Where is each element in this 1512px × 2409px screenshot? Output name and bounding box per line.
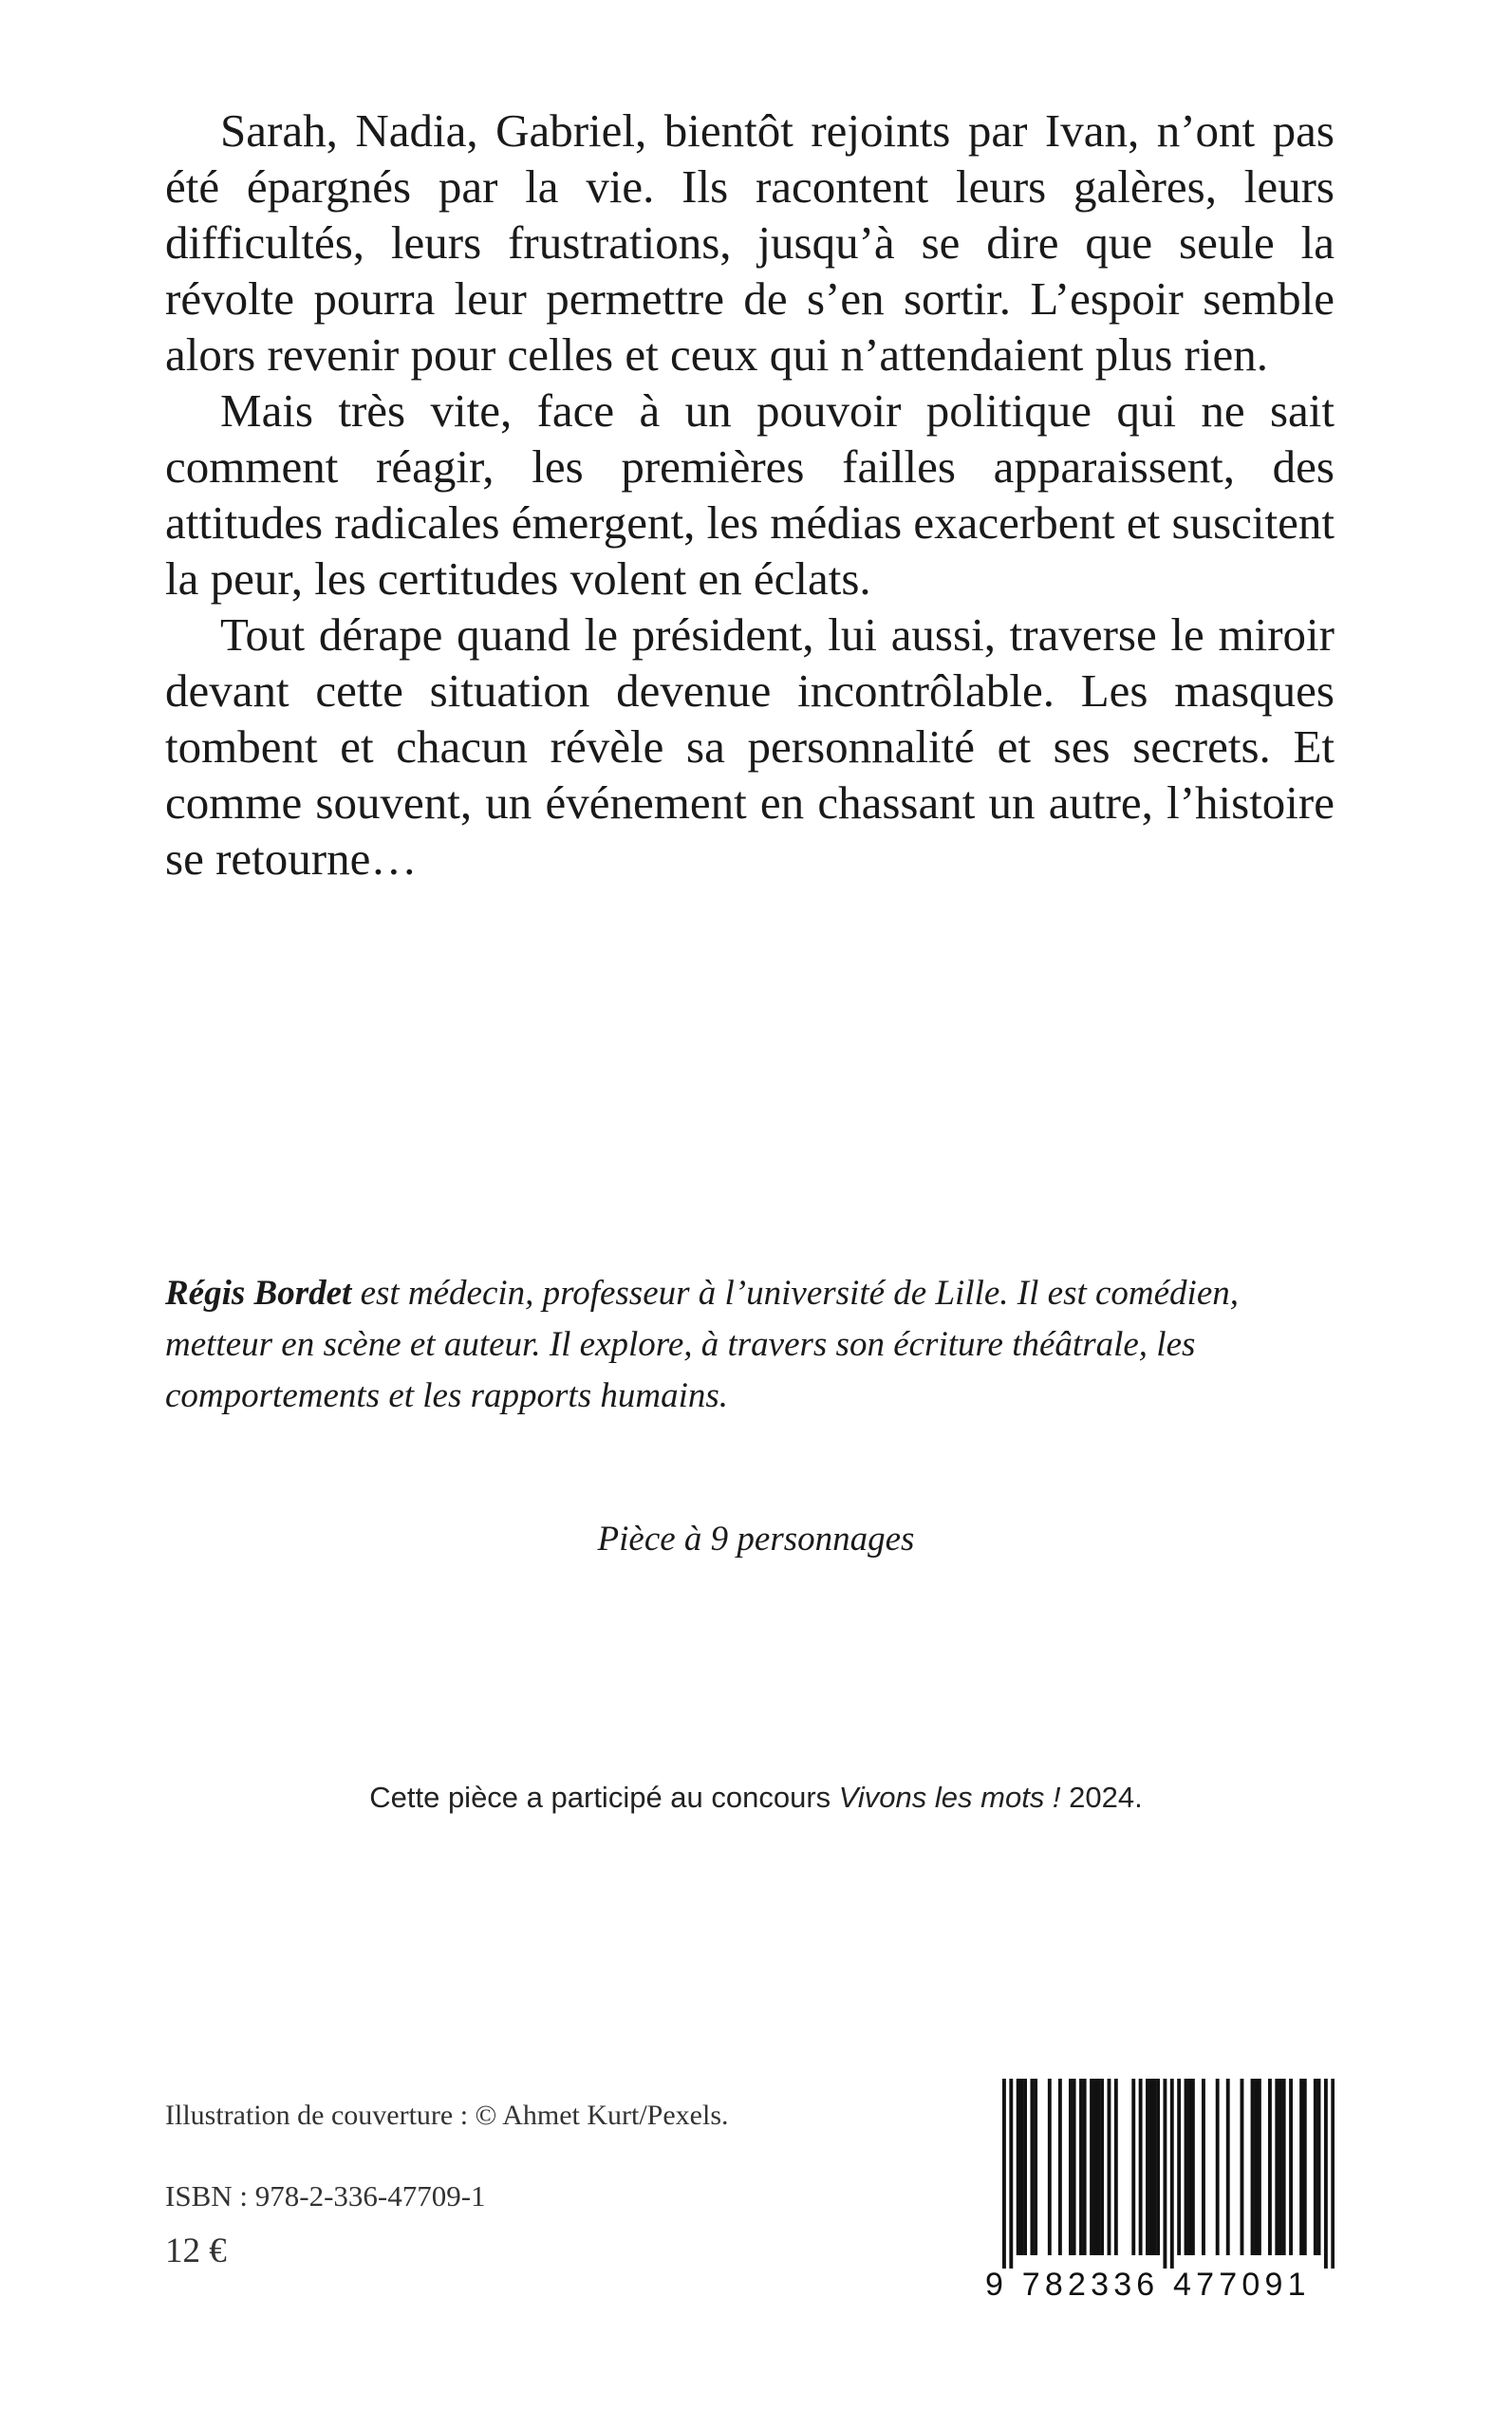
barcode-bar	[1093, 2079, 1097, 2255]
barcode-bar	[1275, 2079, 1279, 2255]
contest-name: Vivons les mots !	[838, 1781, 1061, 1814]
barcode	[1002, 2079, 1335, 2288]
barcode-bar	[1002, 2079, 1006, 2269]
barcode-bar	[1069, 2079, 1073, 2255]
author-bio-text: est médecin, professeur à l’université de Lille. Il est comédien, metteur en scène et auteur. Il explore, à travers son écriture théâtrale, les comportements et les rapports humains.	[165, 1274, 1240, 1415]
barcode-bar	[1251, 2079, 1255, 2255]
barcode-bar	[1170, 2079, 1174, 2269]
barcode-bar	[1331, 2079, 1335, 2269]
barcode-bars	[1002, 2079, 1335, 2269]
barcode-bar	[1268, 2079, 1272, 2255]
barcode-bar	[1073, 2079, 1076, 2255]
barcode-digits: 9 782336 477091	[985, 2267, 1311, 2303]
barcode-bar	[1083, 2079, 1087, 2255]
barcode-bar	[1009, 2079, 1013, 2269]
barcode-bar	[1314, 2079, 1317, 2255]
barcode-bar	[1282, 2079, 1286, 2255]
barcode-bar	[1163, 2079, 1167, 2269]
barcode-bar	[1191, 2079, 1195, 2255]
barcode-bar	[1299, 2079, 1303, 2255]
barcode-bar	[1100, 2079, 1104, 2255]
barcode-bar	[1152, 2079, 1156, 2255]
barcode-bar	[1317, 2079, 1321, 2255]
barcode-bar	[1324, 2079, 1328, 2269]
contest-suffix: 2024.	[1060, 1781, 1143, 1814]
barcode-bar	[1303, 2079, 1307, 2255]
barcode-bar	[1090, 2079, 1093, 2255]
contest-prefix: Cette pièce a participé au concours	[369, 1781, 839, 1814]
barcode-bar	[1216, 2079, 1220, 2255]
cast-note: Pièce à 9 personnages	[597, 1520, 915, 1559]
barcode-bar	[1146, 2079, 1149, 2255]
barcode-bar	[1108, 2079, 1111, 2255]
author-bio	[165, 1268, 1335, 1422]
barcode-bar	[1241, 2079, 1244, 2255]
back-cover-blurb	[165, 103, 1335, 887]
barcode-bar	[1058, 2079, 1062, 2255]
barcode-bar	[1096, 2079, 1100, 2255]
barcode-bar	[1254, 2079, 1258, 2255]
barcode-bar	[1030, 2079, 1034, 2255]
barcode-bar	[1048, 2079, 1052, 2255]
barcode-bar	[1019, 2079, 1023, 2255]
cover-illustration-credit: Illustration de couverture : © Ahmet Kurt/Pexels.	[165, 2100, 729, 2131]
barcode-bar	[1177, 2079, 1181, 2255]
blurb-paragraph-3: Tout dérape quand le président, lui aussi, traverse le miroir devant cette situation devenue incontrôlable. Les masques tombent et chacun révèle sa personnalité et ses secrets. Et comme souvent, un événement en chassant un autre, l’histoire se retourne…	[165, 608, 1335, 885]
barcode-bar	[1139, 2079, 1143, 2255]
barcode-bar	[1258, 2079, 1261, 2255]
barcode-bar	[1114, 2079, 1118, 2255]
barcode-bar	[1226, 2079, 1230, 2255]
barcode-bar	[1187, 2079, 1191, 2255]
blurb-paragraph-2: Mais très vite, face à un pouvoir politique qui ne sait comment réagir, les premières failles apparaissent, des attitudes radicales émergent, les médias exacerbent et suscitent la peur, les certitudes volent en éclats.	[165, 384, 1335, 605]
barcode-bar	[1034, 2079, 1037, 2255]
barcode-bar	[1149, 2079, 1153, 2255]
barcode-bar	[1017, 2079, 1020, 2255]
barcode-bar	[1079, 2079, 1083, 2255]
barcode-bar	[1279, 2079, 1282, 2255]
barcode-bar	[1289, 2079, 1293, 2255]
barcode-bar	[1131, 2079, 1135, 2255]
barcode-bar	[1023, 2079, 1027, 2255]
blurb-paragraph-1: Sarah, Nadia, Gabriel, bientôt rejoints par Ivan, n’ont pas été épargnés par la vie. Ils racontent leurs galères, leurs difficultés, leurs frustrations, jusqu’à se dire que seule la révolte pourra leur permettre de s’en sortir. L’espoir semble alors revenir pour celles et ceux qui n’attendaient plus rien.	[165, 104, 1335, 381]
barcode-bar	[1156, 2079, 1160, 2255]
barcode-bar	[1202, 2079, 1205, 2255]
contest-note	[0, 1781, 1512, 1815]
barcode-bar	[1185, 2079, 1188, 2255]
price: 12 €	[165, 2232, 227, 2270]
isbn: ISBN : 978-2-336-47709-1	[165, 2179, 486, 2213]
author-name: Régis Bordet	[165, 1274, 352, 1313]
